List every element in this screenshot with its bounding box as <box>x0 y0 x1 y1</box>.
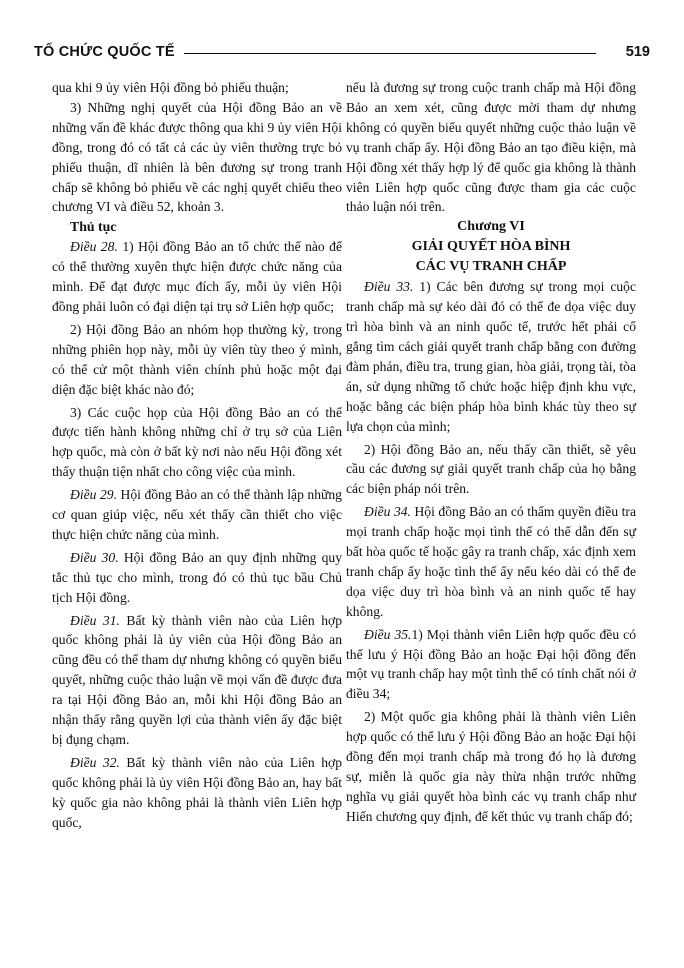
article-text: Hội đồng Bảo an có thể thành lập những cơ quan giúp việc, nếu xét thấy cần thiết cho việc thực hiện chức năng của mình. <box>52 487 342 542</box>
paragraph: 2) Hội đồng Bảo an, nếu thấy cần thiết, sẽ yêu cầu các đương sự giải quyết tranh chấp của họ bằng các biện pháp nói trên. <box>346 441 636 497</box>
article-29 <box>52 485 342 545</box>
section-heading: Thủ tục <box>70 219 117 235</box>
article-30 <box>52 548 342 608</box>
article-28 <box>52 237 342 317</box>
chapter-title-line-2: CÁC VỤ TRANH CHẤP <box>415 259 567 275</box>
article-text: 1) Các bên đương sự trong mọi cuộc tranh chấp mà sự kéo dài đó có thể đe dọa việc duy trì hòa bình và an ninh quốc tế, trước hết phải cố gắng tìm cách giải quyết tranh chấp bằng con đường đàm phán, điều tra, trung gian, hòa giải, trọng tài, tòa án, sử dụng những tổ chức hoặc hiệp định khu vực, hoặc bằng các biện pháp hòa bình khác tùy theo sự lựa chọn của mình; <box>346 279 636 434</box>
article-label: Điều 30. <box>70 549 119 565</box>
article-text: Bất kỳ thành viên nào của Liên hợp quốc không phải là ủy viên của Hội đồng Bảo an cũng đều có thể tham dự nhưng không có quyền biểu quyết, những cuộc thảo luận về mọi vấn đề được đưa ra tại Hội đồng Bảo an, mỗi khi Hội đồng Bảo an nhận thấy rằng quyền lợi của thành viên ấy đặc biệt bị đụng chạm. <box>52 612 342 747</box>
article-label: Điều 32. <box>70 754 120 770</box>
page-number: 519 <box>625 44 650 60</box>
article-35 <box>346 625 636 705</box>
article-text: 1) Hội đồng Bảo an tổ chức thế nào để có thể thường xuyên thực hiện được chức năng của mình. Để đạt được mục đích ấy, mỗi ủy viên Hội đồng phải luôn có đại diện tại trụ sở Liên hợp quốc; <box>52 239 342 314</box>
paragraph: nếu là đương sự trong cuộc tranh chấp mà Hội đồng Bảo an xem xét, cũng được mời tham dự nhưng không có quyền biểu quyết những cuộc thảo luận về vụ tranh chấp ấy. Hội đồng Bảo an tạo điều kiện, mà Hội đồng xét thấy hợp lý để quốc gia không là thành viên Liên hợp quốc cũng được tham gia các cuộc thảo luận nói trên. <box>346 80 636 215</box>
header-rule <box>184 53 596 54</box>
article-33 <box>346 277 636 436</box>
paragraph: 2) Hội đồng Bảo an nhóm họp thường kỳ, trong những phiên họp này, mỗi ủy viên tùy theo ý mình, có thể cử một thành viên chính phủ hoặc một đại diện đặc biệt khác nào đó; <box>52 321 342 397</box>
article-label: Điều 35. <box>364 626 412 642</box>
left-column <box>52 78 342 833</box>
paragraph: 3) Các cuộc họp của Hội đồng Bảo an có thể được tiến hành không những chỉ ở trụ sở của Liên hợp quốc, mà còn ở bất kỳ nơi nào nếu Hội đồng xét thấy thuận tiện nhất cho công việc của mình. <box>52 404 342 480</box>
article-31 <box>52 611 342 750</box>
article-34 <box>346 502 636 621</box>
article-label: Điều 34. <box>364 504 411 520</box>
page-header <box>34 42 652 68</box>
paragraph: 2) Một quốc gia không phải là thành viên Liên hợp quốc có thể lưu ý Hội đồng Bảo an hoặc Đại hội đồng đến mọi tranh chấp mà trong đó họ là đương sự, miễn là quốc gia này thừa nhận trước những nghĩa vụ giải quyết hòa bình các vụ tranh chấp như Hiến chương quy định, để kết thúc vụ tranh chấp đó; <box>346 709 636 824</box>
article-text: Hội đồng Bảo an quy định những quy tắc thủ tục cho mình, trong đó có thủ tục bầu Chủ tịch Hội đồng. <box>52 549 342 605</box>
article-label: Điều 33. <box>364 279 414 295</box>
chapter-title-line-1: GIẢI QUYẾT HÒA BÌNH <box>411 239 571 255</box>
article-text: Bất kỳ thành viên nào của Liên hợp quốc không phải là ủy viên Hội đồng Bảo an, hay bất kỳ quốc gia nào không phải là thành viên Liên hợp quốc, <box>52 754 342 830</box>
article-label: Điều 28. <box>70 239 118 255</box>
paragraph: 3) Những nghị quyết của Hội đồng Bảo an về những vấn đề khác được thông qua khi 9 ủy viên Hội đồng, trong đó có tất cả các ủy viên thường trực bỏ phiếu thuận, dĩ nhiên là bên đương sự trong tranh chấp sẽ không bỏ phiếu về các nghị quyết chiểu theo chương VI và điều 52, khoản 3. <box>52 99 342 215</box>
paragraph: qua khi 9 ủy viên Hội đồng bỏ phiếu thuận; <box>52 80 289 95</box>
right-column <box>346 78 636 827</box>
article-text: Hội đồng Bảo an có thẩm quyền điều tra mọi tranh chấp hoặc mọi tình thế có thể dẫn đến sự bất hòa quốc tế hoặc gây ra tranh chấp, xác định xem tranh chấp ấy hoặc tình thế ấy nếu kéo dài có thể đe dọa việc duy trì hòa bình và an ninh quốc tế hay không. <box>346 504 636 619</box>
article-32 <box>52 753 342 833</box>
article-text: 1) Mọi thành viên Liên hợp quốc đều có thể lưu ý Hội đồng Bảo an hoặc Đại hội đồng đến một vụ tranh chấp hay một tình thế có tính chất nói ở điều 34; <box>346 626 636 702</box>
running-title: TỔ CHỨC QUỐC TẾ <box>34 44 175 60</box>
article-label: Điều 29. <box>70 487 117 503</box>
article-label: Điều 31. <box>70 612 120 628</box>
chapter-number: Chương VI <box>457 219 525 235</box>
